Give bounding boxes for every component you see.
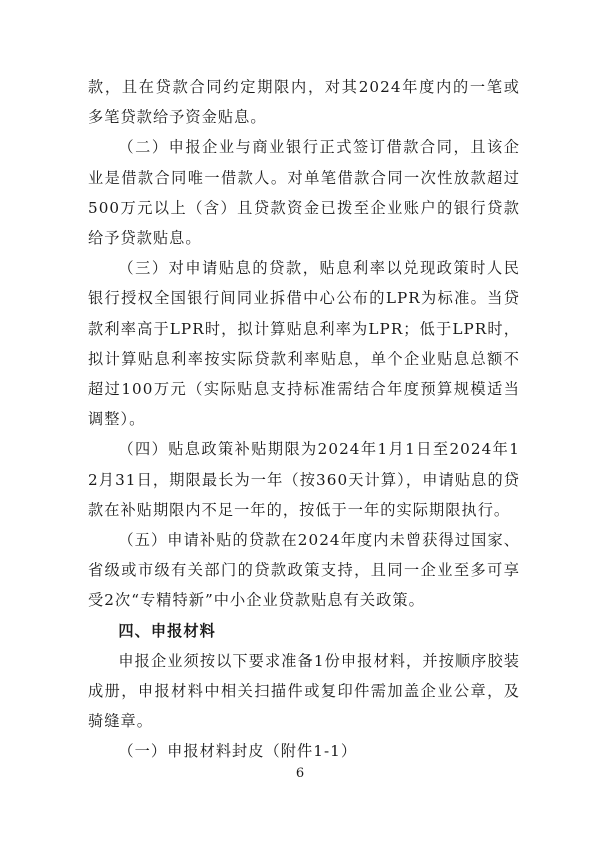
paragraph-continuation: 款，且在贷款合同约定期限内，对其2024年度内的一笔或多笔贷款给予资金贴息。 bbox=[88, 78, 520, 127]
section-subitem-1: （一）申报材料封皮（附件1-1） bbox=[118, 742, 358, 761]
paragraph-item-3: （三）对申请贴息的贷款，贴息利率以兑现政策时人民银行授权全国银行间同业拆借中心公布的LPR为标准。当贷款利率高于LPR时，拟计算贴息利率为LPR；低于LPR时，拟计算贴息利率按实际贷款利率贴息，单个企业贴息总额不超过100万元（实际贴息支持标准需结合年度预算规模适当调整）。 bbox=[88, 259, 520, 429]
paragraph-item-4: （四）贴息政策补贴期限为2024年1月1日至2024年12月31日，期限最长为一年（按360天计算），申请贴息的贷款在补贴期限内不足一年的，按低于一年的实际期限执行。 bbox=[88, 440, 520, 519]
page-number: 6 bbox=[295, 766, 305, 781]
paragraph-item-5: （五）申请补贴的贷款在2024年度内未曾获得过国家、省级或市级有关部门的贷款政策支持，且同一企业至多可享受2次“专精特新”中小企业贷款贴息有关政策。 bbox=[88, 531, 520, 610]
document-body bbox=[88, 72, 520, 767]
paragraph-item-2: （二）申报企业与商业银行正式签订借款合同，且该企业是借款合同唯一借款人。对单笔借款合同一次性放款超过500万元以上（含）且贷款资金已拨至企业账户的银行贷款给予贷款贴息。 bbox=[88, 138, 520, 248]
section-heading: 四、申报材料 bbox=[118, 621, 216, 640]
section-intro-paragraph: 申报企业须按以下要求准备1份申报材料，并按顺序胶装成册，申报材料中相关扫描件或复印件需加盖企业公章，及骑缝章。 bbox=[88, 651, 520, 731]
